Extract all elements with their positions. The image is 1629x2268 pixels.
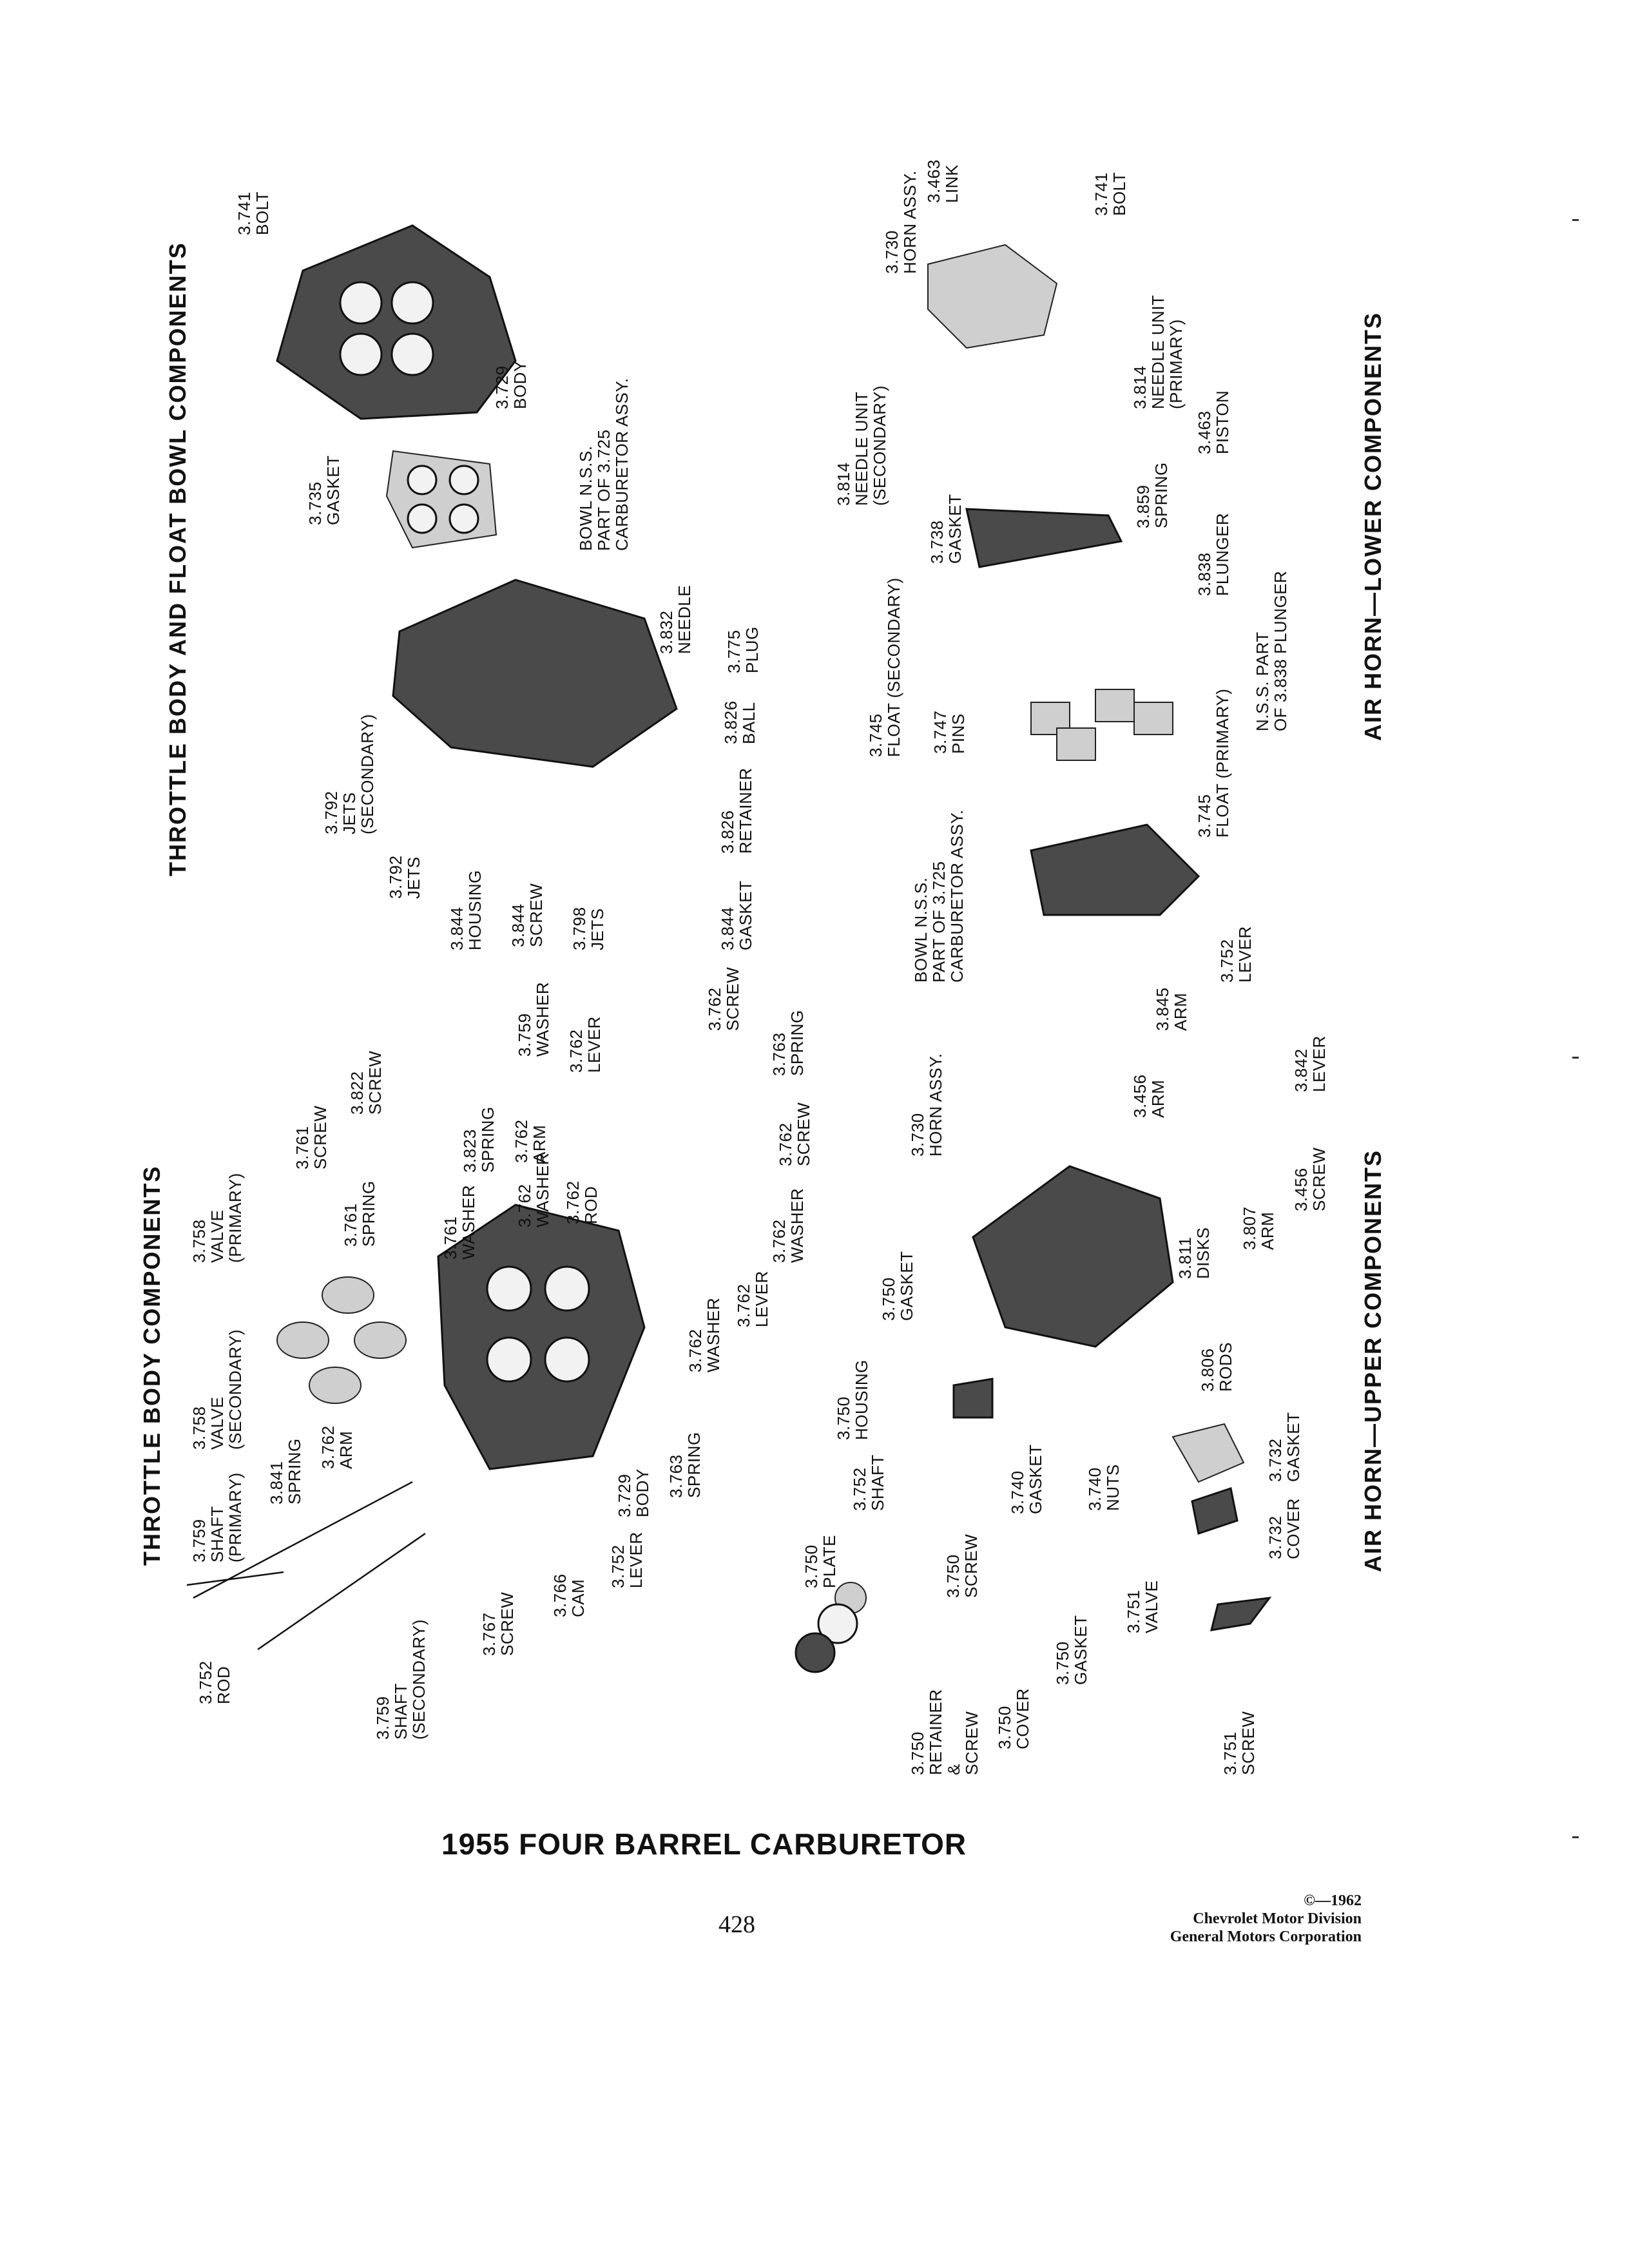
callout-3762-rod: 3.762 ROD	[563, 1180, 601, 1224]
callout-3750-plate: 3.750 PLATE	[802, 1535, 839, 1588]
callout-3730-horn-assy-lower: 3.730 HORN ASSY.	[882, 170, 920, 274]
callout-3807-arm: 3.807 ARM	[1240, 1206, 1277, 1250]
callout-3763-spring-1: 3.763 SPRING	[769, 1010, 807, 1076]
callout-3762-screw-1: 3.762 SCREW	[705, 966, 742, 1031]
callout-3844-housing: 3.844 HOUSING	[447, 870, 485, 950]
copyright-year: ©—1962	[1304, 1892, 1362, 1909]
callout-3750-screw: 3.750 SCREW	[943, 1533, 981, 1598]
callout-nss-part-3838: N.S.S. PART OF 3.838 PLUNGER	[1253, 570, 1290, 731]
callout-3841-spring: 3.841 SPRING	[267, 1438, 304, 1504]
callout-3762-washer-3: 3.762 WASHER	[686, 1297, 723, 1372]
callout-3798-jets: 3.798 JETS	[570, 907, 607, 950]
callout-3730-horn-assy-upper: 3.730 HORN ASSY.	[908, 1053, 945, 1157]
callout-3792-jets: 3.792 JETS	[386, 855, 423, 899]
callout-3752-shaft: 3.752 SHAFT	[850, 1454, 887, 1511]
callout-3844-gasket: 3.844 GASKET	[718, 880, 755, 950]
callout-3762-arm-1: 3.762 ARM	[512, 1119, 549, 1163]
callout-3750-gasket-2: 3.750 GASKET	[1053, 1615, 1090, 1685]
callout-3845-arm: 3.845 ARM	[1153, 987, 1190, 1031]
callout-3750-cover: 3.750 COVER	[995, 1688, 1032, 1749]
callout-3792-jets-secondary: 3.792 JETS (SECONDARY)	[322, 713, 377, 834]
callout-3761-washer: 3.761 WASHER	[441, 1184, 478, 1260]
callout-3766-cam: 3.766 CAM	[550, 1573, 588, 1617]
page-number: 428	[718, 1911, 755, 1938]
callout-bowl-nss-lower: BOWL N.S.S. PART OF 3.725 CARBURETOR ASSY.	[911, 809, 967, 983]
copyright-block	[1170, 1892, 1362, 1946]
callout-3838-plunger: 3.838 PLUNGER	[1195, 512, 1232, 596]
margin-tick	[1572, 1057, 1579, 1059]
callout-3775-plug: 3.775 PLUG	[724, 626, 762, 673]
callout-3758-valve-primary: 3.758 VALVE (PRIMARY)	[189, 1173, 245, 1263]
callout-3729-body: 3.729 BODY	[492, 360, 530, 409]
page-title: 1955 FOUR BARREL CARBURETOR	[441, 1827, 967, 1861]
callout-3822-screw: 3.822 SCREW	[347, 1050, 385, 1115]
callout-3842-lever: 3.842 LEVER	[1291, 1035, 1329, 1092]
callout-3740-nuts: 3.740 NUTS	[1085, 1464, 1123, 1511]
callout-3751-valve: 3.751 VALVE	[1124, 1580, 1161, 1633]
callout-3752-lever-2: 3.752 LEVER	[1217, 926, 1255, 983]
callout-3738-gasket: 3.738 GASKET	[927, 494, 965, 564]
callout-3759-shaft-primary: 3.759 SHAFT (PRIMARY)	[189, 1472, 245, 1562]
callout-3456-screw: 3.456 SCREW	[1291, 1147, 1329, 1211]
callout-3762-lever-2: 3.762 LEVER	[734, 1271, 771, 1327]
callout-3762-arm-2: 3.762 ARM	[318, 1425, 356, 1469]
callout-3751-screw: 3.751 SCREW	[1220, 1711, 1258, 1775]
callout-3732-cover: 3.732 COVER	[1266, 1498, 1303, 1559]
callout-3761-screw: 3.761 SCREW	[293, 1105, 330, 1169]
callout-3826-ball: 3.826 BALL	[721, 700, 758, 744]
callout-3750-gasket-1: 3.750 GASKET	[879, 1251, 916, 1321]
callout-3758-valve-secondary: 3.758 VALVE (SECONDARY)	[189, 1329, 245, 1450]
callout-3759-shaft-secondary: 3.759 SHAFT (SECONDARY)	[373, 1619, 429, 1740]
callout-3826-retainer: 3.826 RETAINER	[718, 767, 755, 854]
callout-3762-screw-2: 3.762 SCREW	[776, 1102, 813, 1166]
callout-3844-screw: 3.844 SCREW	[508, 883, 546, 947]
section-heading-air-horn-upper: AIR HORN—UPPER COMPONENTS	[1360, 1149, 1386, 1572]
callout-3752-rod: 3.752 ROD	[196, 1660, 233, 1704]
callout-3832-needle: 3.832 NEEDLE	[657, 584, 694, 654]
callout-3741-bolt-lower: 3.741 BOLT	[1092, 172, 1129, 216]
callout-3463-link: 3.463 LINK	[924, 159, 961, 203]
callout-3745-float-primary: 3.745 FLOAT (PRIMARY)	[1195, 688, 1232, 838]
callout-3745-float-secondary: 3.745 FLOAT (SECONDARY)	[866, 577, 903, 757]
callout-3823-spring: 3.823 SPRING	[460, 1106, 497, 1173]
callout-3456-arm: 3.456 ARM	[1130, 1074, 1168, 1118]
callout-3729-body-main: 3.729 BODY	[615, 1468, 652, 1517]
callout-3762-lever-1: 3.762 LEVER	[566, 1016, 604, 1073]
callout-3811-disks: 3.811 DISKS	[1175, 1227, 1213, 1279]
callout-3750-retainer-screw: 3.750 RETAINER & SCREW	[908, 1689, 981, 1775]
publisher-line-2: General Motors Corporation	[1170, 1928, 1362, 1945]
callout-3762-washer-2: 3.762 WASHER	[769, 1187, 807, 1263]
callout-3463-piston: 3.463 PISTON	[1195, 390, 1232, 454]
callout-3762-washer-1: 3.762 WASHER	[515, 1152, 552, 1227]
callout-3750-housing: 3.750 HOUSING	[834, 1360, 871, 1440]
callout-3732-gasket: 3.732 GASKET	[1266, 1412, 1303, 1482]
margin-tick	[1572, 1836, 1579, 1838]
callout-3767-screw: 3.767 SCREW	[479, 1591, 517, 1656]
callout-3814-needle-primary: 3.814 NEEDLE UNIT (PRIMARY)	[1130, 294, 1186, 409]
callout-3741-bolt: 3.741 BOLT	[235, 191, 272, 235]
callout-3759-washer: 3.759 WASHER	[515, 981, 552, 1057]
callout-3761-spring: 3.761 SPRING	[341, 1180, 378, 1247]
publisher-line-1: Chevrolet Motor Division	[1193, 1910, 1362, 1927]
callout-3752-lever-1: 3.752 LEVER	[608, 1532, 646, 1588]
callout-3814-needle-secondary: 3.814 NEEDLE UNIT (SECONDARY)	[834, 385, 889, 506]
margin-tick	[1572, 219, 1579, 221]
callout-3740-gasket: 3.740 GASKET	[1008, 1444, 1045, 1514]
section-heading-throttle-body: THROTTLE BODY COMPONENTS	[139, 1165, 165, 1566]
callout-3806-rods: 3.806 RODS	[1198, 1341, 1235, 1392]
callout-3735-gasket: 3.735 GASKET	[305, 455, 343, 525]
section-heading-throttle-body-float-bowl: THROTTLE BODY AND FLOAT BOWL COMPONENTS	[164, 242, 191, 876]
callout-3763-spring-2: 3.763 SPRING	[666, 1432, 704, 1498]
callout-3747-pins: 3.747 PINS	[930, 710, 968, 754]
callout-3859-spring: 3.859 SPRING	[1133, 462, 1171, 528]
section-heading-air-horn-lower: AIR HORN—LOWER COMPONENTS	[1360, 312, 1386, 741]
callout-bowl-nss-top: BOWL N.S.S. PART OF 3.725 CARBURETOR ASSY.	[576, 378, 631, 551]
